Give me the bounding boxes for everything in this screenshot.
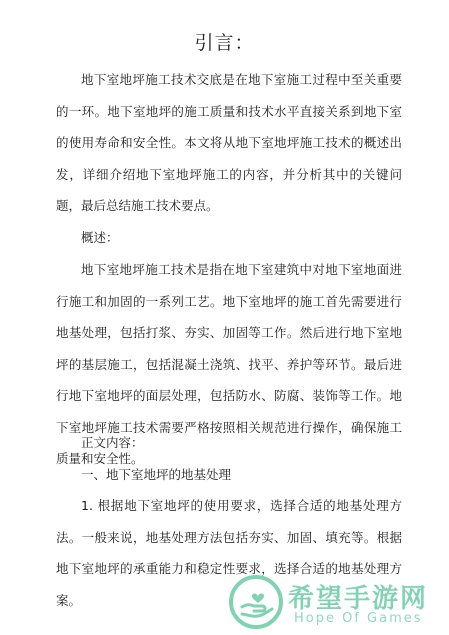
watermark-title: 希望手游网 [288, 584, 429, 614]
section-paragraph: 1. 根据地下室地坪的使用要求，选择合适的地基处理方法。一般来说，地基处理方法包括夯实、加固、填充等。根据地下室地坪的承重能力和稳定性要求，选择合适的地基处理方案。 [56, 498, 402, 608]
body-heading: 正文内容： [81, 435, 144, 450]
watermark-subtitle: Hope Of Games [294, 611, 423, 626]
overview-heading: 概述： [81, 230, 119, 245]
watermark [228, 574, 443, 634]
section-heading: 一、地下室地坪的地基处理 [81, 467, 232, 482]
hand-holding-heart-logo [228, 574, 284, 630]
intro-paragraph: 地下室地坪施工技术交底是在地下室施工过程中至关重要的一环。地下室地坪的施工质量和技术水平直接关系到地下室的使用寿命和安全性。本文将从地下室地坪施工技术的概述出发，详细介绍地下室地坪施工的内容，并分析其中的关键问题，最后总结施工技术要点。 [56, 72, 402, 213]
overview-paragraph: 地下室地坪施工技术是指在地下室建筑中对地下室地面进行施工和加固的一系列工艺。地下室地坪的施工首先需要进行地基处理，包括打浆、夯实、加固等工作。然后进行地下室地坪的基层施工，包括混凝土浇筑、找平、养护等环节。最后进行地下室地坪的面层处理，包括防水、防腐、装饰等工作。地下室地坪施工技术需要严格按照相关规范进行操作，确保施工质量和安全性。 [56, 262, 402, 466]
page-title: 引言： [194, 32, 255, 54]
